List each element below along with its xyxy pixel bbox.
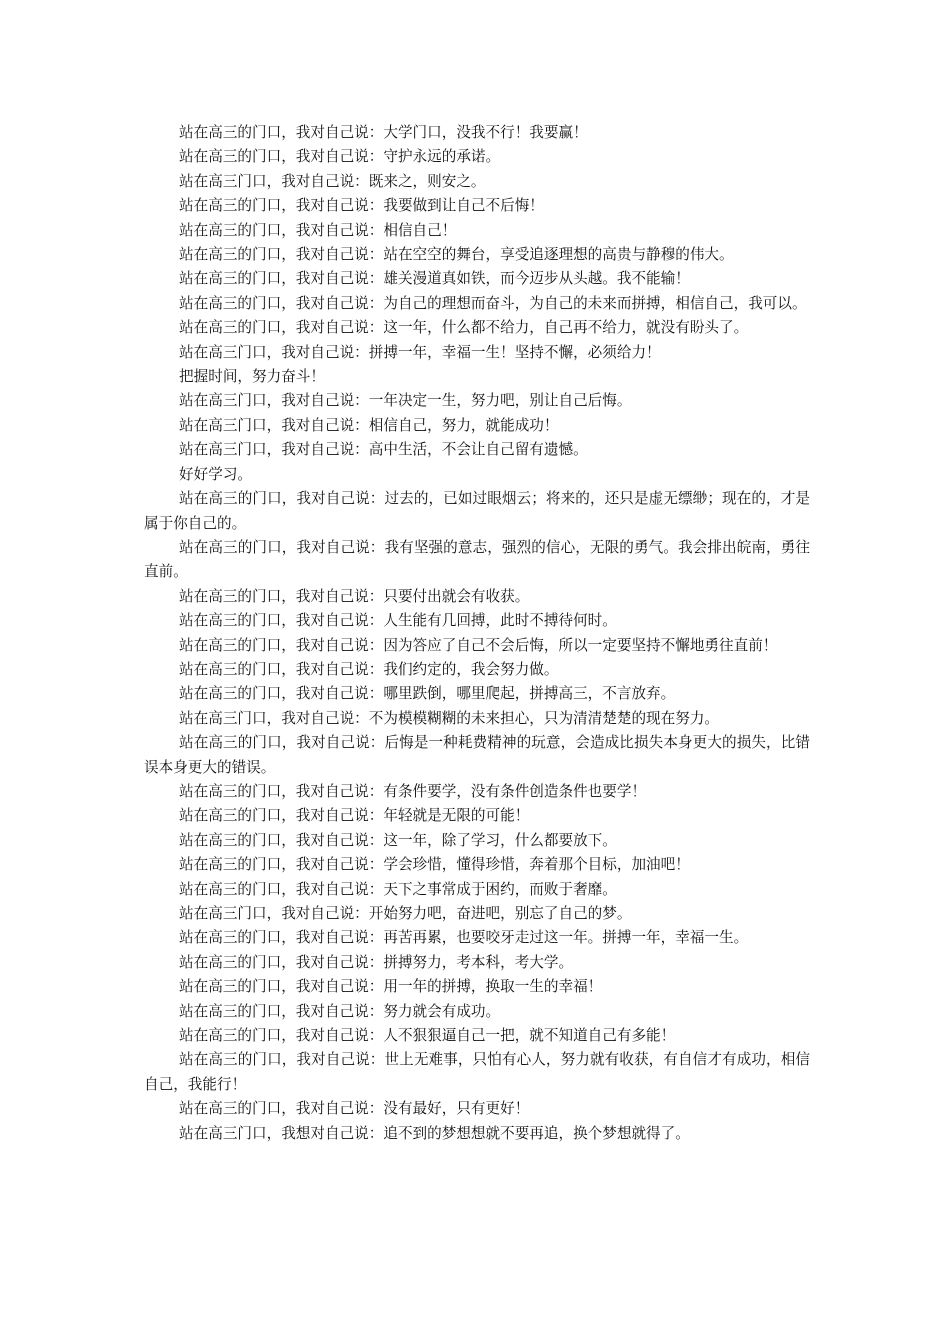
paragraph: 站在高三的门口，我对自己说：再苦再累，也要咬牙走过这一年。拼搏一年，幸福一生。 [179,929,749,947]
paragraph: 站在高三的门口，我对自己说：哪里跌倒，哪里爬起，拼搏高三，不言放弃。 [179,685,676,703]
paragraph: 站在高三门口，我对自己说：开始努力吧，奋进吧，别忘了自己的梦。 [179,905,632,922]
paragraph: 把握时间，努力奋斗！ [179,368,325,386]
paragraph: 站在高三的门口，我对自己说：过去的，已如过眼烟云；将来的，还只是虚无缥缈；现在的，才是属于你自己的。 [144,490,810,532]
paragraph: 站在高三的门口，我对自己说：世上无难事，只怕有心人，努力就有收获，有自信才有成功，相信自己，我能行！ [144,1051,810,1093]
paragraph: 站在高三的门口，我对自己说：拼搏努力，考本科，考大学。 [179,953,574,971]
paragraph: 站在高三的门口，我对自己说：没有最好，只有更好！ [179,1100,530,1118]
paragraph: 站在高三门口，我对自己说：既来之，则安之。 [179,172,486,190]
paragraph: 站在高三的门口，我对自己说：我要做到让自己不后悔！ [179,197,544,215]
paragraph: 站在高三的门口，我对自己说：努力就会有成功。 [179,1002,501,1020]
paragraph: 站在高三的门口，我对自己说：大学门口，没我不行！我要赢！ [179,124,588,141]
paragraph: 站在高三门口，我对自己说：不为模模糊糊的未来担心，只为清清楚楚的现在努力。 [179,709,720,727]
paragraph: 站在高三门口，我对自己说：高中生活，不会让自己留有遗憾。 [179,441,588,459]
paragraph: 站在高三的门口，我对自己说：用一年的拼搏，换取一生的幸福！ [179,978,603,996]
paragraph: 站在高三门口，我对自己说：拼搏一年，幸福一生！坚持不懈，必须给力！ [179,343,661,361]
paragraph: 站在高三的门口，我对自己说：因为答应了自己不会后悔，所以一定要坚持不懈地勇往直前！ [179,636,778,654]
paragraph: 站在高三的门口，我对自己说：天下之事常成于困约，而败于奢靡。 [179,880,617,898]
paragraph: 好好学习。 [179,465,253,483]
paragraph: 站在高三的门口，我对自己说：学会珍惜，懂得珍惜，奔着那个目标，加油吧！ [179,856,690,874]
paragraph: 站在高三的门口，我对自己说：人生能有几回搏，此时不搏待何时。 [179,612,617,630]
paragraph: 站在高三的门口，我对自己说：有条件要学，没有条件创造条件也要学！ [179,782,647,800]
paragraph: 站在高三的门口，我对自己说：这一年，什么都不给力，自己再不给力，就没有盼头了。 [179,319,749,337]
paragraph: 站在高三的门口，我对自己说：这一年，除了学习，什么都要放下。 [179,831,617,849]
document-body [144,121,810,1146]
paragraph: 站在高三的门口，我对自己说：站在空空的舞台，享受追逐理想的高贵与静穆的伟大。 [179,246,734,264]
paragraph: 站在高三的门口，我对自己说：为自己的理想而奋斗，为自己的未来而拼搏，相信自己，我可以。 [179,294,807,312]
paragraph: 站在高三门口，我对自己说：一年决定一生，努力吧，别让自己后悔。 [179,392,632,410]
paragraph: 站在高三的门口，我对自己说：我有坚强的意志，强烈的信心，无限的勇气。我会排出皖南，勇往直前。 [144,538,810,581]
paragraph: 站在高三的门口，我对自己说：雄关漫道真如铁，而今迈步从头越。我不能输！ [179,270,690,288]
paragraph: 站在高三的门口，我对自己说：我们约定的，我会努力做。 [179,660,559,678]
paragraph: 站在高三的门口，我对自己说：人不狠狠逼自己一把，就不知道自己有多能！ [179,1027,676,1045]
paragraph: 站在高三的门口，我对自己说：只要付出就会有收获。 [179,587,530,605]
paragraph: 站在高三的门口，我对自己说：相信自己！ [179,221,457,239]
paragraph: 站在高三门口，我想对自己说：追不到的梦想想就不要再追，换个梦想就得了。 [179,1124,690,1142]
paragraph: 站在高三的门口，我对自己说：年轻就是无限的可能！ [179,807,530,825]
paragraph: 站在高三门口，我对自己说：相信自己，努力，就能成功！ [179,416,559,434]
paragraph: 站在高三的门口，我对自己说：守护永远的承诺。 [179,148,501,166]
paragraph: 站在高三的门口，我对自己说：后悔是一种耗费精神的玩意，会造成比损失本身更大的损失，比错误本身更大的错误。 [144,734,810,776]
